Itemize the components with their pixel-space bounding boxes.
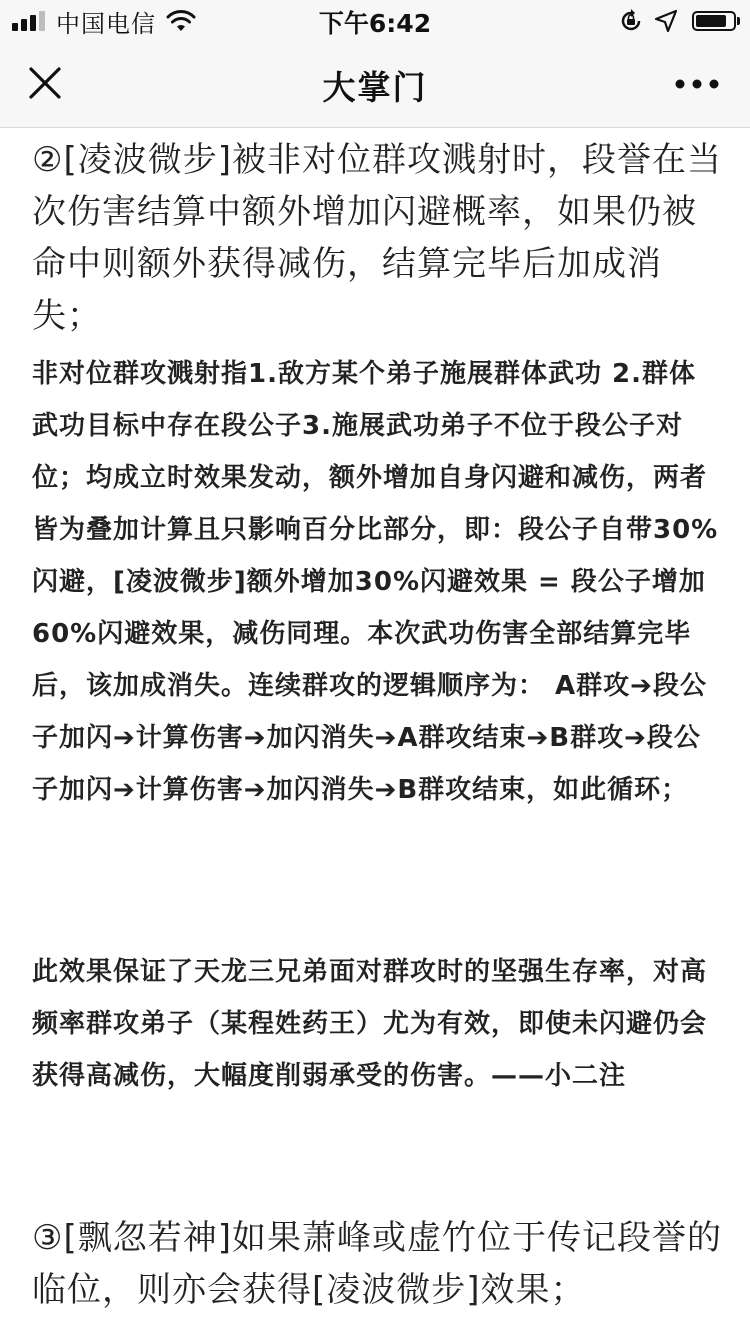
status-right (608, 6, 736, 36)
more-icon (675, 79, 719, 89)
status-time: 下午6:42 (318, 9, 432, 38)
location-icon (654, 9, 678, 33)
carrier-name: 中国电信 (56, 9, 156, 38)
nav-bar (0, 40, 750, 128)
article-paragraph: ③[飘忽若神]如果萧峰或虚竹位于传记段誉的临位，则亦会获得[凌波微步]效果； (32, 1218, 723, 1310)
article-paragraph: ②[凌波微步]被非对位群攻溅射时，段誉在当次伤害结算中额外增加闪避概率，如果仍被命中则额外获得减伤，结算完毕后加成消失； (32, 140, 723, 336)
more-button[interactable] (672, 64, 722, 104)
rotation-lock-icon (618, 8, 644, 34)
status-bar (0, 0, 750, 40)
article-paragraph: 非对位群攻溅射指1.敌方某个弟子施展群体武功 2.群体武功目标中存在段公子3.施展武功弟子不位于段公子对位；均成立时效果发动，额外增加自身闪避和减伤，两者皆为叠加计算且只影响百分比部分，即：段公子自带30%闪避，[凌波微步]额外增加30%闪避效果 = 段公子增加60%闪避效果，减伤同理。本次武功伤害全部结算完毕后，该加成消失。连续群攻的逻辑顺序为： A群攻➔段公子加闪➔计算伤害➔加闪消失➔A群攻结束➔B群攻➔段公子加闪➔计算伤害➔加闪消失➔B群攻结束，如此循环； (32, 359, 719, 805)
article-content (0, 128, 750, 1334)
article-paragraph: 此效果保证了天龙三兄弟面对群攻时的坚强生存率，对高频率群攻弟子（某程姓药王）尤为有效，即使未闪避仍会获得高减伤，大幅度削弱承受的伤害。——小二注 (32, 957, 708, 1091)
battery-icon (692, 11, 736, 31)
page-title: 大掌门 (322, 68, 428, 107)
